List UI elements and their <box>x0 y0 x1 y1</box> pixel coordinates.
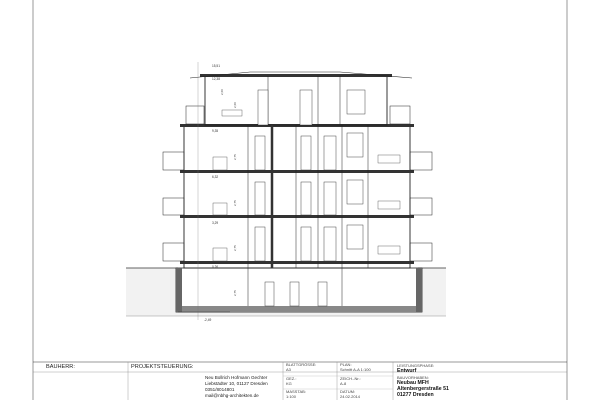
blattgroesse-label: BLATTGRÖSSE: <box>286 362 317 367</box>
level-label: 12,38 <box>212 77 220 81</box>
level-label: 3,29 <box>212 221 219 225</box>
projektsteuerung-label: PROJEKTSTEUERUNG: <box>131 364 194 370</box>
level-label: 6,32 <box>212 175 219 179</box>
leistungsphase-value: Entwurf <box>397 368 417 374</box>
office-line: Liebstädter 10, 01127 Dresden <box>205 381 268 386</box>
blattgroesse-value: A3 <box>286 367 291 372</box>
bauvorhaben-line: Altenbergerstraße 51 <box>397 386 449 392</box>
level-label: 0,26 <box>212 265 219 269</box>
office-link[interactable]: mail@nbhg-architekten.de <box>205 393 259 398</box>
massstab-label: MASSTAB: <box>286 389 306 394</box>
level-label: 15,51 <box>212 64 220 68</box>
gez-value: KG <box>286 381 292 386</box>
level-label: -2,49 <box>204 318 212 322</box>
massstab-value: 1:100 <box>286 394 297 399</box>
gez-label: GEZ.: <box>286 376 297 381</box>
height-label: 2,60 <box>233 102 237 108</box>
plan-label: PLAN: <box>340 362 352 367</box>
zeich-label: ZEICH.-Nr.: <box>340 376 361 381</box>
office-line: Neu Bollrich Hofmann Gechter <box>205 375 268 380</box>
level-label: 9,35 <box>212 129 219 133</box>
bauvorhaben-label: BAUVORHABEN: <box>397 375 429 380</box>
leistungsphase-label: LEISTUNGSPHASE: <box>397 363 435 368</box>
zeich-value: A-8 <box>340 381 347 386</box>
bauvorhaben-line: Neubau MFH <box>397 380 429 386</box>
bauvorhaben-line: 01277 Dresden <box>397 392 434 398</box>
height-label: 2,75 <box>233 290 237 296</box>
datum-value: 24.02.2014 <box>340 394 361 399</box>
office-line: 0351/8014801 <box>205 387 235 392</box>
height-label: 2,75 <box>233 200 237 206</box>
height-label: 2,75 <box>233 154 237 160</box>
height-label: 2,75 <box>233 245 237 251</box>
datum-label: DATUM: <box>340 389 356 394</box>
plan-value: Schnitt A-A 1:100 <box>340 367 371 372</box>
bauherr-label: BAUHERR: <box>46 364 75 370</box>
height-label: 2,60 <box>220 89 224 95</box>
